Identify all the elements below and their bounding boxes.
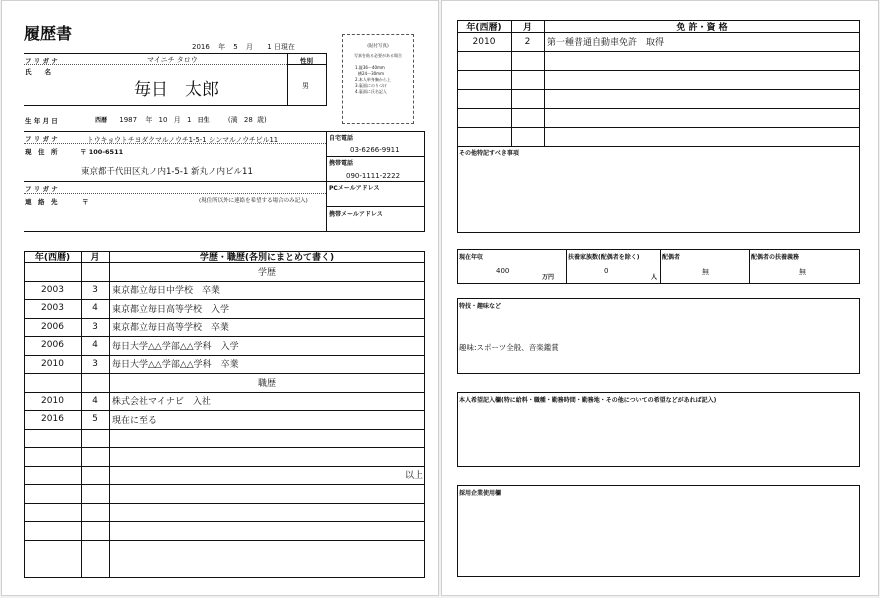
name-furigana-label: フ リ ガ ナ [25,57,58,65]
license-row-text [544,127,863,146]
personal-divider-3 [749,249,750,284]
phone-divider [326,156,424,157]
address-furigana-value: トウキョウトチヨダクマルノウチ1-5-1 シンマルノウチビル11 [87,136,279,144]
history-row-year [24,262,81,281]
address-top-border [24,131,425,132]
date-year: 2016 [192,43,210,51]
history-row-year: 2003 [41,303,64,314]
birth-year-unit: 年 [145,116,153,124]
name-bottom-border [24,105,327,106]
spouse-support-label: 配偶者の扶養義務 [751,254,800,261]
license-row-text [544,70,863,89]
history-row-year [24,540,81,559]
history-row-text: 東京都立毎日高等学校 入学 [112,304,230,315]
license-row-year [457,51,511,70]
license-header-month: 月 [522,22,532,33]
personal-divider-1 [566,249,567,284]
history-row-text: 以上 [404,471,423,482]
mail-divider [326,206,424,207]
gender-label: 性別 [300,57,313,65]
history-row-year [24,447,81,466]
birth-label: 生 年 月 日 [25,117,58,125]
license-notes-divider [457,146,860,147]
address-contact-divider [24,181,425,182]
photo-instruction: 横24〜30mm [358,71,384,76]
contact-furigana-divider [24,193,326,194]
dependents-unit: 人 [651,274,658,281]
address-value: 東京都千代田区丸ノ内1-5-1 新丸ノ内ビル11 [81,167,253,177]
history-row-text [109,540,428,559]
history-row-text [109,521,428,540]
history-row-text: 学歴 [257,267,276,278]
gender-value: 男 [302,82,309,90]
history-row-month [81,466,109,485]
birth-era: 西暦 [95,117,108,124]
home-phone-value: 03-6266-9911 [350,146,400,154]
date-month: 5 [233,43,238,51]
history-row-year [24,429,81,448]
history-row-year [24,373,81,392]
birth-age: 28 [243,116,253,124]
photo-instruction: 1.縦36〜40mm [355,65,385,70]
history-row-month: 3 [92,284,98,295]
postal-mark: 〒 [80,148,87,156]
history-row-text: 現在に至る [112,415,158,426]
personal-divider-2 [660,249,661,284]
history-row-month: 4 [92,395,98,406]
date-line [192,42,295,52]
employer-label: 採用企業使用欄 [459,490,502,497]
page-title: 履歴書 [24,24,73,43]
license-row-text [544,89,863,108]
license-row-text [544,51,863,70]
birth-day: 1 [186,116,192,124]
history-row-year [24,521,81,540]
history-row-year [24,466,81,485]
photo-box [342,34,414,124]
income-value: 400 [496,267,510,275]
address-bottom-border [24,231,425,232]
history-row-month: 5 [92,414,98,425]
birth-age-open: (満 [227,116,238,124]
employer-box [457,485,860,577]
date-month-unit: 月 [246,43,253,51]
name-right-border [326,53,327,106]
license-header-content: 免 許・資 格 [676,22,728,33]
history-row-text [109,447,428,466]
photo-instruction: 2.本人単身胸から上 [355,77,391,82]
license-row-month [511,70,544,89]
income-unit: 万円 [542,274,555,281]
postal-code: 100-6511 [88,148,124,156]
history-row-month [81,521,109,540]
spouse-support-value: 無 [799,268,806,276]
license-row-text [544,108,863,127]
photo-instructions [355,65,391,95]
history-row-month [81,262,109,281]
spouse-value: 無 [702,268,709,276]
photo-instruction: 3.裏面にのりづけ [355,83,387,88]
history-row-year: 2006 [41,321,64,332]
history-row-month [81,484,109,503]
history-row-year: 2010 [41,358,64,369]
income-label: 現在年収 [459,254,484,261]
photo-instruction: 4.裏面に氏名記入 [355,89,387,94]
license-row-month [511,89,544,108]
history-row-month [81,373,109,392]
skills-box [457,298,860,374]
history-row-year: 2003 [41,284,64,295]
history-row-text [109,429,428,448]
license-row-month: 2 [524,36,531,47]
history-row-text: 東京都立毎日中学校 卒業 [112,286,221,297]
name-top-border [24,53,327,54]
contact-note: (現住所以外に連絡を希望する場合のみ記入) [199,198,308,204]
history-row-month: 3 [92,321,98,332]
license-header-year: 年(西暦) [466,22,502,33]
name-value: 毎日 太郎 [134,80,219,100]
license-row-year: 2010 [472,36,496,47]
spouse-label: 配偶者 [662,254,681,261]
contact-label: 連 絡 先 [25,198,58,206]
pc-mail-label: PCメールアドレス [329,185,380,192]
history-row-text: 株式会社マイナビ 入社 [112,397,211,408]
resume-right-page [441,0,879,596]
history-row-month [81,447,109,466]
history-row-text: 職歴 [257,378,276,389]
history-row-month [81,429,109,448]
history-row-text: 毎日大学△△学部△△学科 卒業 [112,360,239,371]
history-row-year: 2016 [41,414,64,425]
skills-label: 特技・趣味など [459,303,502,310]
license-row-month [511,108,544,127]
photo-title: (貼付写真) [367,44,389,49]
date-day: 1 [267,43,272,51]
name-furigana-value: マイニチ タロウ [147,56,198,64]
special-notes-label: その他特記すべき事項 [459,150,519,157]
address-label: 現 住 所 [25,148,58,156]
birth-month-unit: 月 [173,116,181,124]
history-row-year: 2006 [41,340,64,351]
date-year-unit: 年 [218,43,226,51]
history-row-month [81,503,109,522]
history-row-month: 4 [92,303,98,314]
birth-day-unit: 日生 [197,117,210,124]
wishes-label: 本人希望記入欄(特に給料・職種・勤務時間・勤務地・その他についての希望などがあれば記入) [459,397,717,404]
photo-line1: 写真を貼る必要がある場合 [354,53,402,58]
mobile-mail-label: 携帯メールアドレス [329,211,383,218]
history-row-year [24,503,81,522]
license-row-month [511,51,544,70]
history-row-text [109,484,428,503]
contact-furigana-label: フ リ ガ ナ [25,185,58,193]
home-phone-label: 自宅電話 [329,135,354,142]
history-header-month: 月 [90,253,100,263]
date-day-unit: 日現在 [273,43,295,51]
history-row-text: 東京都立毎日高等学校 卒業 [112,323,230,334]
license-row-year [457,89,511,108]
history-row-year: 2010 [41,395,64,406]
license-row-year [457,70,511,89]
history-row-year [24,484,81,503]
gender-divider [287,53,288,106]
license-row-month [511,127,544,146]
name-label: 氏 名 [25,68,51,76]
history-row-text: 毎日大学△△学部△△学科 入学 [112,341,239,352]
history-row-month [81,540,109,559]
license-row-year [457,108,511,127]
license-row-text: 第一種普通自動車免許 取得 [547,38,665,48]
skills-value: 趣味:スポーツ全般、音楽鑑賞 [459,343,559,352]
contact-postal-mark: 〒 [82,198,89,206]
dependents-value: 0 [604,267,609,275]
history-header-year: 年(西暦) [34,253,71,263]
birth-age-close: 歳) [257,116,267,124]
mobile-phone-value: 090-1111-2222 [346,172,401,180]
address-postal [80,147,123,156]
history-header-content: 学歴・職歴(各別にまとめて書く) [199,253,335,263]
dependents-label: 扶養家族数(配偶者を除く) [568,254,640,261]
birth-value [95,115,267,125]
birth-year: 1987 [119,116,138,124]
mobile-phone-label: 携帯電話 [329,160,354,167]
license-row-year [457,127,511,146]
history-row-month: 3 [92,358,98,369]
history-row-text [109,503,428,522]
address-furigana-label: フ リ ガ ナ [25,135,58,143]
birth-month: 10 [158,116,168,124]
resume-left-page [1,0,439,596]
history-row-month: 4 [92,340,98,351]
